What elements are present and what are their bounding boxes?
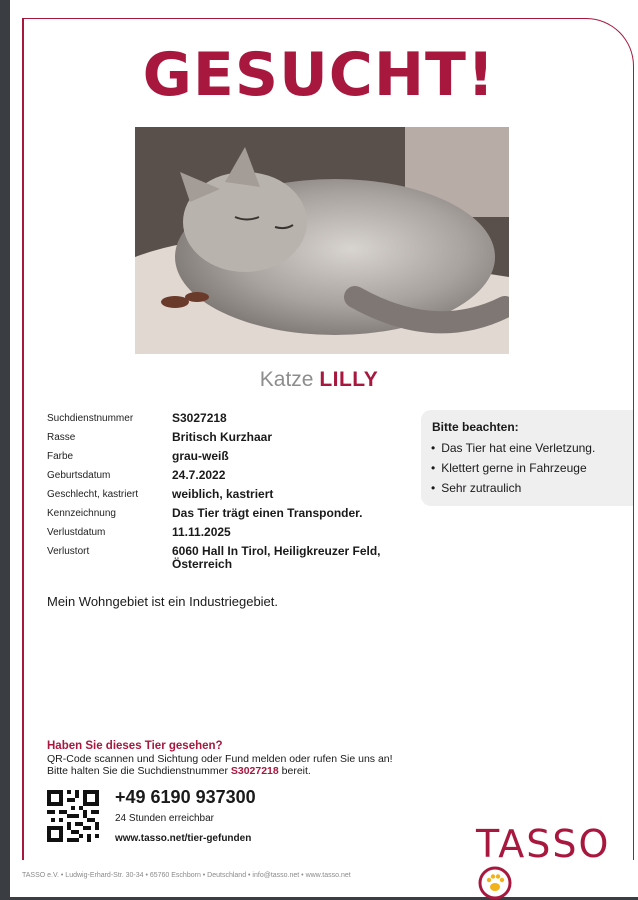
fact-row [47, 507, 417, 526]
cta-line-1: QR-Code scannen und Sichtung oder Fund melden oder rufen Sie uns an! [47, 753, 393, 765]
cta-line-2-post: bereit. [278, 765, 311, 777]
qr-code-icon[interactable] [47, 790, 99, 842]
cat-photo [135, 127, 509, 354]
fact-row [47, 469, 417, 488]
fact-value: weiblich, kastriert [172, 487, 274, 501]
notice-item: • Das Tier hat eine Verletzung. [431, 441, 595, 461]
cta-line-2-pre: Bitte halten Sie die Suchdienstnummer [47, 765, 231, 777]
fact-row [47, 488, 417, 507]
poster-title: GESUCHT! [142, 40, 496, 110]
fact-label: Suchdienstnummer [47, 413, 134, 424]
cta-question: Haben Sie dieses Tier gesehen? [47, 740, 223, 752]
website-link[interactable]: www.tasso.net/tier-gefunden [115, 833, 252, 844]
fact-row [47, 412, 417, 431]
fact-row [47, 450, 417, 469]
notice-item: • Klettert gerne in Fahrzeuge [431, 461, 595, 481]
fact-label: Rasse [47, 432, 76, 443]
fact-value: 6060 Hall In Tirol, Heiligkreuzer Feld, Österreich [172, 544, 381, 571]
phone-number[interactable]: +49 6190 937300 [115, 787, 256, 807]
fact-value: Britisch Kurzhaar [172, 430, 273, 444]
cta-line-2 [47, 765, 311, 777]
notice-title: Bitte beachten: [432, 420, 519, 434]
notice-item: • Sehr zutraulich [431, 481, 595, 501]
notice-box [421, 410, 633, 506]
fact-label: Geburtsdatum [47, 470, 111, 481]
pet-kind: Katze [259, 368, 314, 391]
facts-table [47, 412, 417, 585]
fact-value: 24.7.2022 [172, 468, 226, 482]
fact-label: Verlustort [47, 546, 90, 557]
footer-address: TASSO e.V. • Ludwig-Erhard-Str. 30-34 • 65760 Eschborn • Deutschland • info@tasso.net • www.tasso.net [22, 872, 351, 879]
logo-text: TASSO [476, 822, 611, 866]
fact-label: Verlustdatum [47, 527, 106, 538]
fact-value: Das Tier trägt einen Transponder. [172, 506, 363, 520]
fact-label: Geschlecht, kastriert [47, 489, 139, 500]
fact-row [47, 431, 417, 450]
fact-value: 11.11.2025 [172, 525, 231, 539]
fact-label: Kennzeichnung [47, 508, 116, 519]
fact-value: grau-weiß [172, 449, 229, 463]
hotline-hours: 24 Stunden erreichbar [115, 813, 214, 824]
fact-label: Farbe [47, 451, 74, 462]
cta-search-number: S3027218 [230, 765, 279, 777]
notice-list [431, 441, 595, 501]
paw-icon [478, 866, 512, 900]
cat-illustration [135, 127, 509, 354]
pet-name-heading [0, 368, 638, 392]
fact-row [47, 526, 417, 545]
pet-name: LILLY [319, 368, 379, 391]
owner-note: Mein Wohngebiet ist ein Industriegebiet. [47, 594, 279, 609]
fact-row [47, 545, 417, 585]
tasso-logo [476, 822, 638, 872]
fact-value: S3027218 [172, 411, 227, 425]
